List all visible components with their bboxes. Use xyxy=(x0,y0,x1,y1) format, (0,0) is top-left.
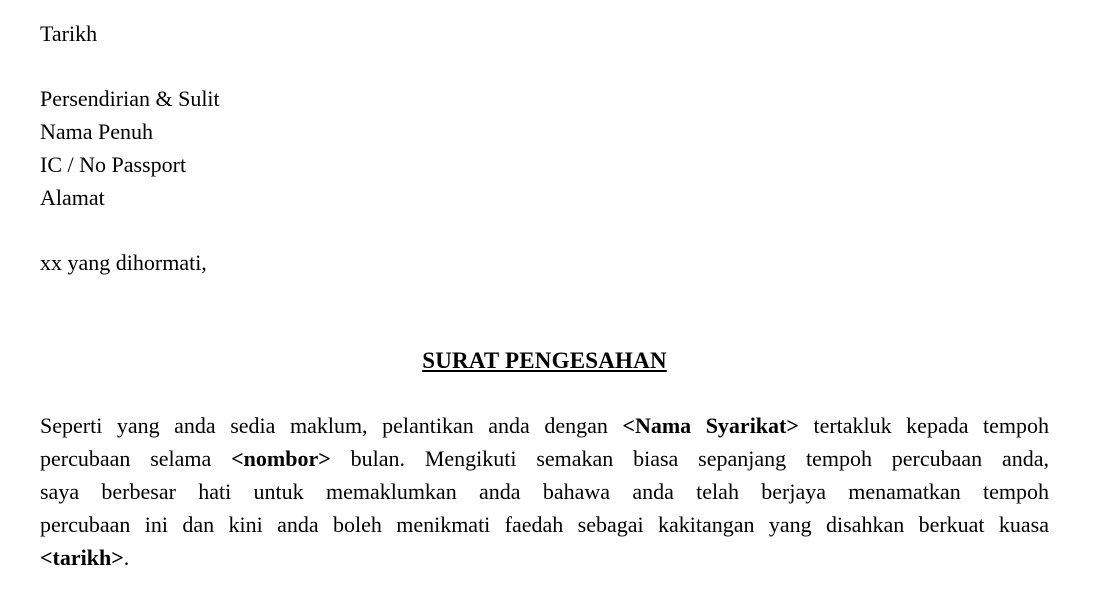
body-line-3: saya berbesar hati untuk memaklumkan anda bahawa anda telah berjaya menamatkan tempoh xyxy=(40,479,1049,504)
body-line-1 xyxy=(40,409,1049,442)
body-line-5 xyxy=(40,541,1049,574)
body-line-4: percubaan ini dan kini anda boleh menikmati faedah sebagai kakitangan yang disahkan berkuat kuasa xyxy=(40,512,1049,537)
body-line-2 xyxy=(40,442,1049,475)
letter-title: SURAT PENGESAHAN xyxy=(422,348,667,373)
body-text: percubaan selama xyxy=(40,446,212,471)
salutation: xx yang dihormati, xyxy=(40,250,207,275)
ic-passport-field: IC / No Passport xyxy=(40,152,187,177)
body-text: tertakluk kepada tempoh xyxy=(813,413,1050,438)
address-block xyxy=(40,82,1049,214)
company-name-placeholder: <Nama Syarikat> xyxy=(622,413,799,438)
date-label: Tarikh xyxy=(40,21,98,46)
letter-page xyxy=(40,17,1049,574)
body-text: . xyxy=(123,545,130,570)
number-placeholder: <nombor> xyxy=(231,446,331,471)
spacer xyxy=(40,50,1049,82)
body-paragraph xyxy=(40,409,1049,574)
date-placeholder: <tarikh> xyxy=(40,545,124,570)
spacer xyxy=(40,279,1049,344)
spacer xyxy=(40,377,1049,409)
address-field: Alamat xyxy=(40,185,105,210)
full-name-field: Nama Penuh xyxy=(40,119,154,144)
confidential-label: Persendirian & Sulit xyxy=(40,86,220,111)
body-text: bulan. Mengikuti semakan biasa sepanjang tempoh percubaan anda, xyxy=(350,446,1050,471)
body-text: Seperti yang anda sedia maklum, pelantikan anda dengan xyxy=(40,413,608,438)
spacer xyxy=(40,214,1049,246)
